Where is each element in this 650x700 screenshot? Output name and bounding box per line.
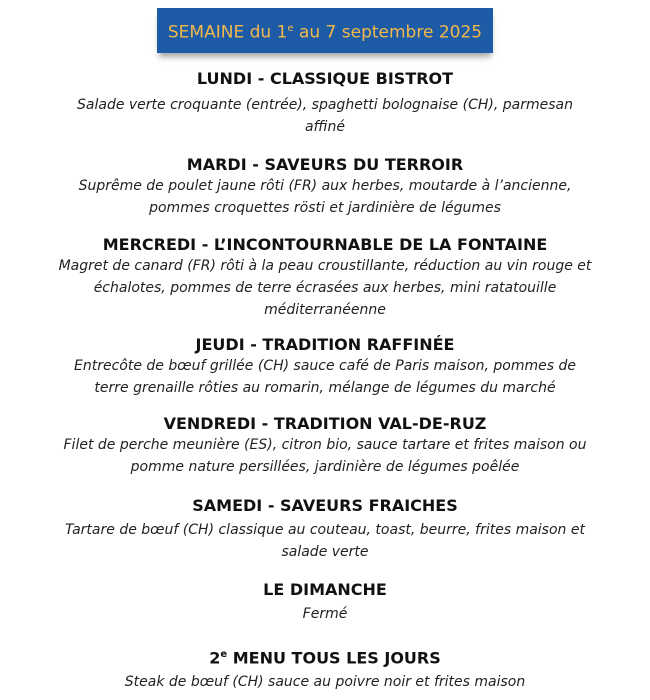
dish-line: Suprême de poulet jaune rôti (FR) aux herbes, moutarde à l’ancienne, — [78, 178, 572, 194]
day-thursday — [20, 335, 630, 399]
extra-menu-title — [20, 645, 630, 668]
day-title: JEUDI - TRADITION RAFFINÉE — [195, 335, 455, 354]
dish-line: Entrecôte de bœuf grillée (CH) sauce café de Paris maison, pommes de — [74, 358, 576, 374]
dish-line: affiné — [304, 119, 346, 135]
dish-line: Salade verte croquante (entrée), spaghetti bolognaise (CH), parmesan — [77, 97, 573, 113]
day-title: MARDI - SAVEURS DU TERROIR — [186, 155, 464, 174]
banner-sup: e — [287, 23, 294, 34]
dish-line: échalotes, pommes de terre écrasées aux herbes, mini ratatouille — [93, 280, 557, 296]
extra-menu-title-prefix: 2 — [209, 648, 221, 668]
dish-line: méditerranéenne — [264, 302, 386, 318]
week-banner — [157, 8, 493, 53]
day-title: LE DIMANCHE — [263, 580, 387, 599]
banner-suffix: au 7 septembre 2025 — [293, 22, 483, 43]
day-monday — [20, 69, 630, 138]
dish-line: Filet de perche meunière (ES), citron bio, sauce tartare et frites maison ou — [63, 437, 587, 453]
day-friday — [20, 414, 630, 478]
banner-prefix: SEMAINE du 1 — [167, 22, 288, 43]
dish-line: Fermé — [302, 606, 348, 622]
day-title: VENDREDI - TRADITION VAL-DE-RUZ — [163, 414, 487, 433]
day-title: LUNDI - CLASSIQUE BISTROT — [196, 69, 454, 88]
dish-line: pomme nature persillées, jardinière de légumes poêlée — [130, 459, 520, 475]
dish-line: pommes croquettes rösti et jardinière de légumes — [149, 200, 501, 216]
extra-menu — [20, 645, 630, 693]
dish-line: Steak de bœuf (CH) sauce au poivre noir et frites maison — [124, 674, 526, 691]
day-saturday — [20, 496, 630, 563]
dish-line: salade verte — [281, 544, 369, 560]
day-sunday — [20, 580, 630, 625]
day-wednesday — [20, 235, 630, 321]
banner-wrap — [0, 8, 650, 53]
dish-line: Tartare de bœuf (CH) classique au couteau, toast, beurre, frites maison et — [65, 522, 585, 538]
day-title: SAMEDI - SAVEURS FRAICHES — [192, 496, 458, 515]
extra-menu-title-suffix: MENU TOUS LES JOURS — [227, 648, 441, 668]
day-title: MERCREDI - L’INCONTOURNABLE DE LA FONTAINE — [102, 235, 548, 254]
extra-menu-title-sup: e — [220, 649, 228, 660]
day-tuesday — [20, 155, 630, 219]
dish-line: terre grenaille rôties au romarin, mélange de légumes du marché — [94, 380, 556, 396]
dish-line: Magret de canard (FR) rôti à la peau croustillante, réduction au vin rouge et — [58, 258, 592, 274]
